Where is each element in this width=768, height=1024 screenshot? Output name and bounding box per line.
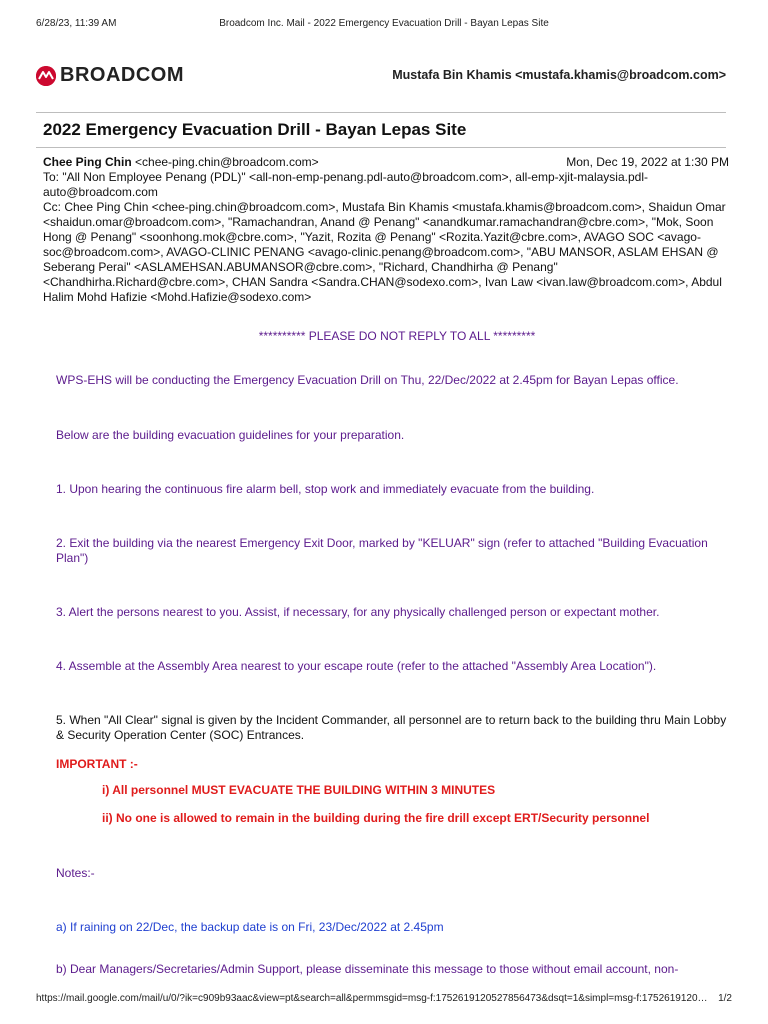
guideline-step: 3. Alert the persons nearest to you. Assist, if necessary, for any physically challenged person or expectant mother. bbox=[56, 605, 660, 619]
sender-row bbox=[43, 155, 733, 170]
message-header bbox=[43, 155, 733, 305]
recipients-to: To: "All Non Employee Penang (PDL)" <all-non-emp-penang.pdl-auto@broadcom.com>, all-emp-xjit-malaysia.pdl-auto@broadcom.com bbox=[43, 170, 648, 199]
important-heading: IMPORTANT :- bbox=[56, 757, 138, 771]
no-reply-notice: ********** PLEASE DO NOT REPLY TO ALL ********* bbox=[258, 329, 536, 343]
guideline-step: 4. Assemble at the Assembly Area nearest to your escape route (refer to the attached "Assembly Area Location"). bbox=[56, 659, 657, 673]
important-item: i) All personnel MUST EVACUATE THE BUILDING WITHIN 3 MINUTES bbox=[102, 783, 496, 797]
important-item: ii) No one is allowed to remain in the building during the fire drill except ERT/Security personnel bbox=[102, 811, 650, 825]
recipients-cc: Cc: Chee Ping Chin <chee-ping.chin@broadcom.com>, Mustafa Bin Khamis <mustafa.khamis@broadcom.com>, Shaidun Omar <shaidun.omar@broadcom.com>, "Ramachandran, Anand @ Penang" <anandkumar.ramachandran@cbre.com>, "Mok, Soon Hong @ Penang" <soonhong.mok@cbre.com>, "Yazit, Rozita @ Penang" <Rozita.Yazit@cbre.com>, AVAGO SOC <avago-soc@broadcom.com>, AVAGO-CLINIC PENANG <avago-clinic.penang@broadcom.com>, "ABU MANSOR, ASLAM EHSAN @ Seberang Perai" <ASLAMEHSAN.ABUMANSOR@cbre.com>, "Richard, Chandhirha @ Penang" <Chandhirha.Richard@cbre.com>, CHAN Sandra <Sandra.CHAN@sodexo.com>, Ivan Law <ivan.law@broadcom.com>, Abdul Halim Mohd Hafizie <Mohd.Hafizie@sodexo.com> bbox=[43, 200, 726, 304]
brand-logo bbox=[36, 64, 184, 87]
account-identity: Mustafa Bin Khamis <mustafa.khamis@broadcom.com> bbox=[392, 68, 726, 82]
sender-email: <chee-ping.chin@broadcom.com> bbox=[135, 155, 319, 169]
email-subject: 2022 Emergency Evacuation Drill - Bayan Lepas Site bbox=[43, 120, 467, 139]
print-document-title: Broadcom Inc. Mail - 2022 Emergency Evacuation Drill - Bayan Lepas Site bbox=[219, 18, 549, 29]
page-number: 1/2 bbox=[718, 993, 732, 1004]
guideline-step: 2. Exit the building via the nearest Emergency Exit Door, marked by "KELUAR" sign (refer to attached "Building Evacuation Plan") bbox=[56, 536, 708, 565]
guideline-step: 5. When "All Clear" signal is given by the Incident Commander, all personnel are to return back to the building thru Main Lobby & Security Operation Center (SOC) Entrances. bbox=[56, 713, 727, 742]
sender-name: Chee Ping Chin bbox=[43, 155, 132, 169]
message-timestamp: Mon, Dec 19, 2022 at 1:30 PM bbox=[566, 155, 729, 169]
guideline-step: 1. Upon hearing the continuous fire alarm bell, stop work and immediately evacuate from the building. bbox=[56, 482, 595, 496]
note-item: b) Dear Managers/Secretaries/Admin Support, please disseminate this message to those without email account, non- bbox=[56, 962, 679, 976]
divider bbox=[36, 112, 726, 113]
guidelines-intro: Below are the building evacuation guidelines for your preparation. bbox=[56, 428, 405, 442]
print-url: https://mail.google.com/mail/u/0/?ik=c909b93aac&view=pt&search=all&permmsgid=msg-f:1752619120527856473&dsqt=1&simpl=msg-f:1752619120… bbox=[36, 993, 708, 1004]
divider bbox=[36, 147, 726, 148]
print-date: 6/28/23, 11:39 AM bbox=[36, 18, 117, 29]
notes-heading: Notes:- bbox=[56, 866, 95, 880]
note-item: a) If raining on 22/Dec, the backup date is on Fri, 23/Dec/2022 at 2.45pm bbox=[56, 920, 444, 934]
brand-name: BROADCOM bbox=[60, 64, 184, 86]
broadcom-logo-icon bbox=[36, 66, 56, 86]
intro-paragraph: WPS-EHS will be conducting the Emergency Evacuation Drill on Thu, 22/Dec/2022 at 2.45pm for Bayan Lepas office. bbox=[56, 373, 679, 387]
